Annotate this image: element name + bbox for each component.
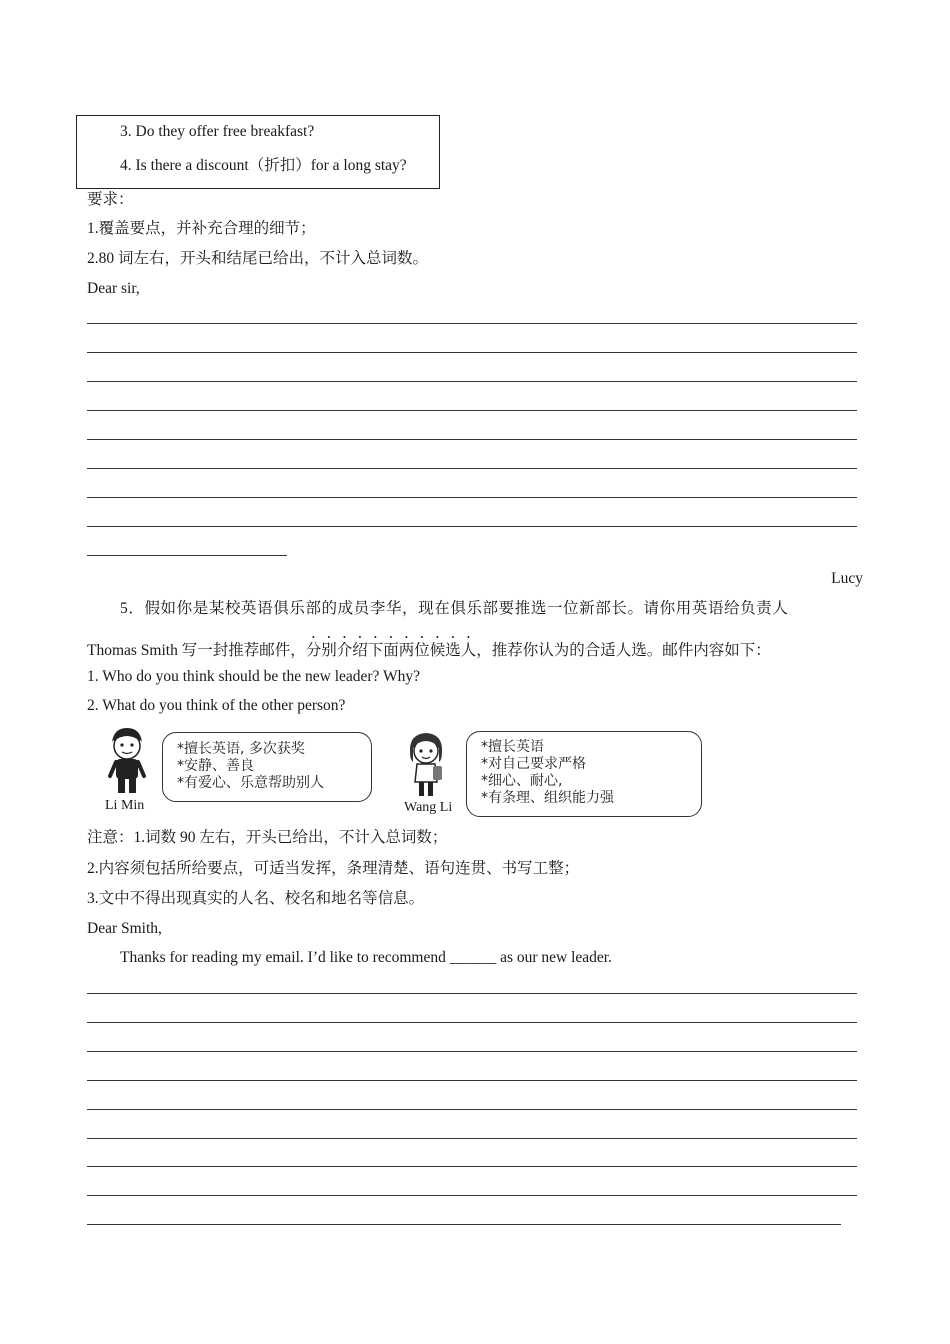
question-box: [76, 115, 440, 189]
note-2: 2.内容须包括所给要点，可适当发挥，条理清楚、语句连贯、书写工整；: [87, 860, 580, 877]
writing-line[interactable]: [87, 1166, 857, 1167]
emphasized-text: 分别介绍下面两位候选人: [305, 642, 477, 659]
requirement-2: 2.80 词左右，开头和结尾已给出，不计入总词数。: [87, 250, 429, 267]
writing-line[interactable]: [87, 1051, 857, 1052]
question-3: 3. Do they offer free breakfast?: [120, 123, 315, 140]
letter-opening: Thanks for reading my email. I’d like to recommend ______ as our new leader.: [120, 949, 612, 966]
writing-line[interactable]: [87, 526, 857, 527]
writing-line[interactable]: [87, 439, 857, 440]
trait: *擅长英语, 多次获奖: [177, 741, 305, 757]
writing-line[interactable]: [87, 1138, 857, 1139]
prompt-text: ，推荐你认为的合适人选。邮件内容如下：: [476, 642, 771, 659]
writing-line[interactable]: [87, 1109, 857, 1110]
trait: *安静、善良: [177, 758, 254, 774]
candidate-bubble-wang-li: [466, 731, 702, 817]
letter-signature: Lucy: [831, 570, 863, 587]
requirements-title: 要求：: [87, 191, 134, 208]
trait: *擅长英语: [481, 739, 544, 755]
trait: *对自己要求严格: [481, 756, 586, 772]
trait: *有爱心、乐意帮助别人: [177, 775, 324, 791]
writing-line[interactable]: [87, 352, 857, 353]
writing-line[interactable]: [87, 1022, 857, 1023]
girl-figure-icon: [403, 730, 449, 800]
task5-prompt-line2: [87, 633, 771, 661]
task5-question-1: 1. Who do you think should be the new leader? Why?: [87, 668, 421, 685]
note-3: 3.文中不得出现真实的人名、校名和地名等信息。: [87, 890, 425, 907]
requirement-1: 1.覆盖要点，并补充合理的细节；: [87, 220, 316, 237]
task5-question-2: 2. What do you think of the other person?: [87, 697, 346, 714]
question-4: 4. Is there a discount（折扣）for a long stay?: [120, 157, 407, 174]
candidate-bubble-li-min: [162, 732, 372, 802]
letter-greeting: Dear sir,: [87, 280, 140, 297]
writing-line[interactable]: [87, 497, 857, 498]
writing-line[interactable]: [87, 1224, 841, 1225]
candidate-name-li-min: Li Min: [105, 798, 145, 813]
writing-line[interactable]: [87, 1195, 857, 1196]
task5-prompt-line1: 5．假如你是某校英语俱乐部的成员李华，现在俱乐部要推选一位新部长。请你用英语给负责人: [120, 600, 789, 617]
candidate-name-wang-li: Wang Li: [404, 800, 453, 815]
letter-greeting: Dear Smith,: [87, 920, 162, 937]
prompt-text: Thomas Smith 写一封推荐邮件，: [87, 642, 306, 659]
writing-line[interactable]: [87, 410, 857, 411]
writing-line-short[interactable]: [87, 555, 287, 556]
writing-line[interactable]: [87, 468, 857, 469]
note-1: 注意：1.词数 90 左右，开头已给出，不计入总词数；: [87, 829, 448, 846]
writing-line[interactable]: [87, 993, 857, 994]
trait: *细心、耐心,: [481, 773, 563, 789]
writing-line[interactable]: [87, 1080, 857, 1081]
boy-figure-icon: [104, 726, 150, 796]
writing-line[interactable]: [87, 381, 857, 382]
trait: *有条理、组织能力强: [481, 790, 614, 806]
writing-line[interactable]: [87, 323, 857, 324]
